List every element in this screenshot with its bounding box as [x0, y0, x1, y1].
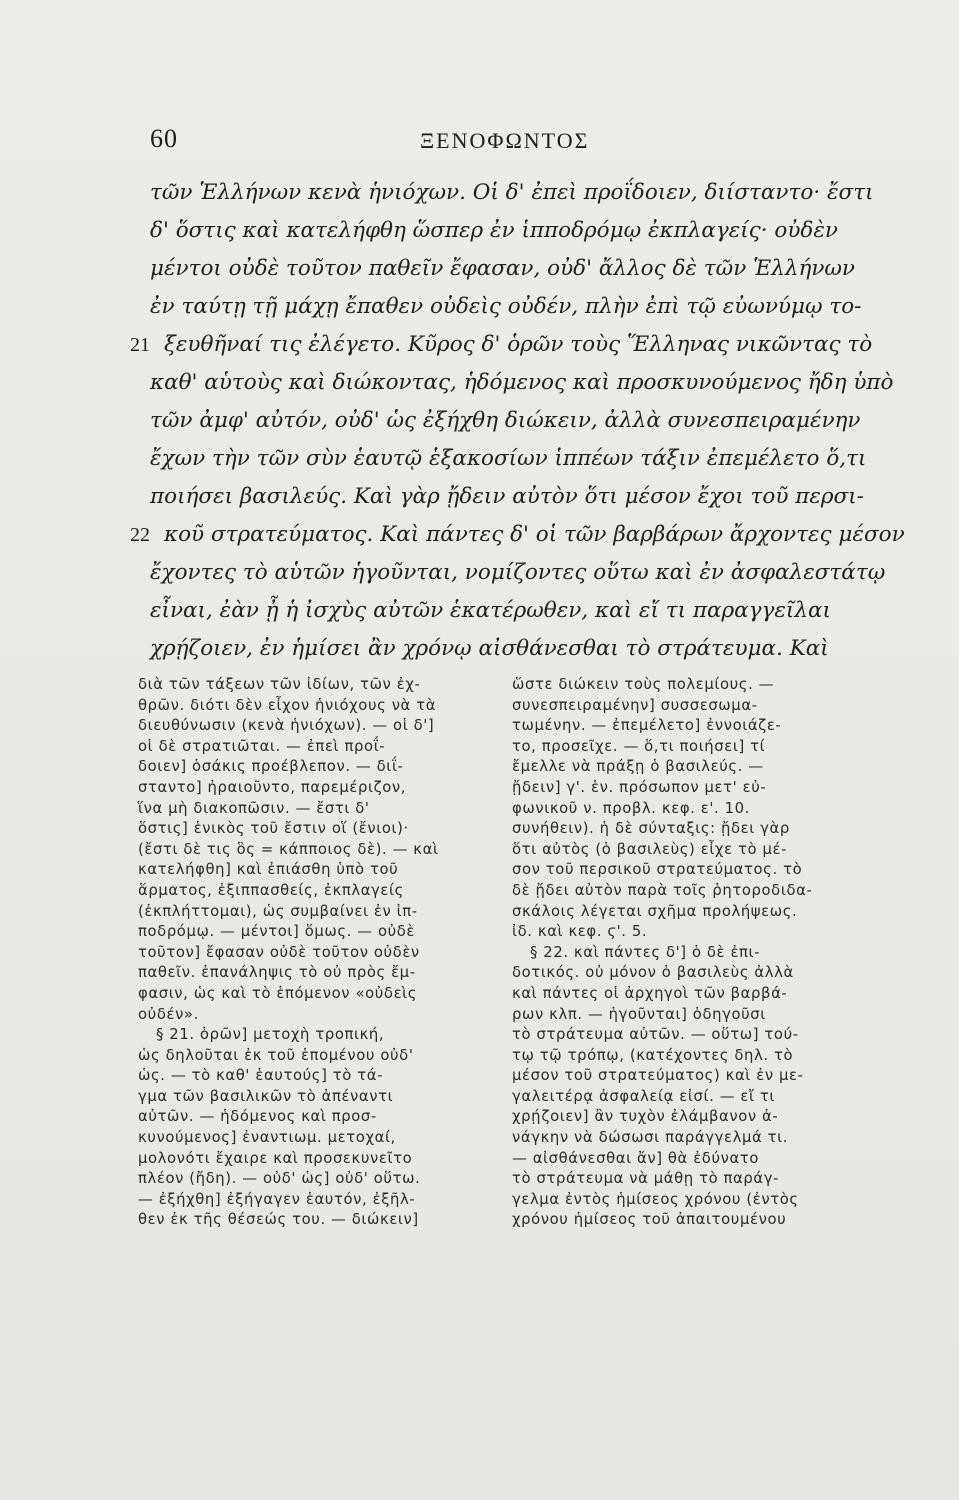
note-line: δοτικός. οὐ μόνον ὁ βασιλεὺς ἀλλὰ	[512, 964, 794, 982]
note-line: ᾔδειν] γ'. ἑν. πρόσωπον μετ' εὐ-	[512, 778, 767, 796]
note-line: ὅτι αὐτὸς (ὁ βασιλεὺς) εἶχε τὸ μέ-	[512, 840, 787, 858]
note-line: αὐτῶν. — ἡδόμενος καὶ προσ-	[138, 1108, 377, 1126]
note-line: οἱ δὲ στρατιῶται. — ἐπεὶ προΐ-	[138, 737, 386, 755]
note-line: § 22. καὶ πάντες δ'] ὁ δὲ ἐπι-	[530, 943, 761, 961]
note-line: (ἔστι δὲ τις ὃς = κάπποιος δὲ). — καὶ	[138, 840, 439, 858]
note-line: συνεσπειραμένην] συσσεσωμα-	[512, 696, 758, 714]
note-line: — ἐξήχθη] ἐξήγαγεν ἑαυτόν, ἐξῆλ-	[138, 1190, 416, 1208]
note-line: δὲ ᾔδει αὐτὸν παρὰ τοῖς ῥητοροδιδα-	[512, 881, 813, 899]
note-line: § 21. ὁρῶν] μετοχὴ τροπική,	[156, 1026, 385, 1044]
note-line: σον τοῦ περσικοῦ στρατεύματος. τὸ	[512, 861, 803, 879]
note-line: τῳ τῷ τρόπῳ, (κατέχοντες δηλ. τὸ	[512, 1046, 794, 1064]
note-line: χρῄζοιεν] ἂν τυχὸν ἐλάμβανον ἀ-	[512, 1108, 779, 1126]
text-line: ἔχων τὴν τῶν σὺν ἑαυτῷ ἑξακοσίων ἱππέων τάξιν ἐπεμέλετο ὅ,τι	[150, 446, 867, 471]
note-line: πλέον (ἤδη). — οὐδ' ὡς] οὐδ' οὕτω.	[138, 1170, 421, 1188]
text-line: ἔχοντες τὸ αὑτῶν ἡγοῦνται, νομίζοντες οὕτω καὶ ἐν ἀσφαλεστάτῳ	[150, 560, 886, 585]
note-line: διὰ τῶν τάξεων τῶν ἰδίων, τῶν ἐχ-	[138, 676, 421, 693]
text-line: ξευθῆναί τις ἐλέγετο. Κῦρος δ' ὁρῶν τοὺς Ἕλληνας νικῶντας τὸ	[164, 332, 873, 357]
text-line: δ' ὅστις καὶ κατελήφθη ὥσπερ ἐν ἱπποδρόμῳ ἐκπλαγείς· οὐδὲν	[150, 218, 838, 243]
note-line: κυνούμενος] ἐναντιωμ. μετοχαί,	[138, 1129, 396, 1147]
note-line: γελμα ἐντὸς ἡμίσεος χρόνου (ἐντὸς	[512, 1190, 799, 1208]
text-line: καθ' αὑτοὺς καὶ διώκοντας, ἡδόμενος καὶ προσκυνούμενος ἤδη ὑπὸ	[150, 370, 894, 395]
section-number: 21	[130, 334, 150, 356]
note-line: — αἰσθάνεσθαι ἄν] θὰ ἐδύνατο	[512, 1149, 760, 1167]
page-header	[0, 122, 959, 162]
text-line: εἶναι, ἐὰν ᾖ ἡ ἰσχὺς αὐτῶν ἑκατέρωθεν, καὶ εἴ τι παραγγεῖλαι	[150, 598, 831, 623]
note-line: χρόνου ἡμίσεος τοῦ ἀπαιτουμένου	[512, 1211, 787, 1229]
notes-right-column	[512, 676, 874, 1232]
note-line: συνήθειν). ἡ δὲ σύνταξις: ᾔδει γὰρ	[512, 820, 790, 838]
note-line: ὡς. — τὸ καθ' ἑαυτούς] τὸ τά-	[138, 1067, 384, 1085]
text-line: τῶν ἀμφ' αὐτόν, οὐδ' ὡς ἐξήχθη διώκειν, ἀλλὰ συνεσπειραμένην	[150, 408, 861, 433]
section-number: 22	[130, 524, 150, 546]
note-line: ποδρόμῳ. — μέντοι] ὅμως. — οὐδὲ	[138, 923, 416, 941]
text-line: ἐν ταύτῃ τῇ μάχῃ ἔπαθεν οὐδεὶς οὐδέν, πλὴν ἐπὶ τῷ εὐωνύμῳ το-	[150, 294, 862, 319]
notes-left-column	[138, 676, 486, 1232]
text-line: ποιήσει βασιλεύς. Καὶ γὰρ ᾔδειν αὐτὸν ὅτι μέσον ἔχοι τοῦ περσι-	[150, 484, 864, 509]
note-line: δοιεν] ὁσάκις προέβλεπον. — διΐ-	[138, 758, 404, 776]
note-line: ὡς δηλοῦται ἐκ τοῦ ἑπομένου οὐδ'	[138, 1046, 414, 1064]
note-line: (ἐκπλήττομαι), ὡς συμβαίνει ἐν ἱπ-	[138, 902, 418, 920]
note-line: ὥστε διώκειν τοὺς πολεμίους. —	[512, 676, 775, 693]
note-line: τὸ στράτευμα αὐτῶν. — οὕτω] τού-	[512, 1026, 799, 1044]
note-line: τωμένην. — ἐπεμέλετο] ἐννοιάζε-	[512, 717, 782, 735]
note-line: μολονότι ἔχαιρε καὶ προσεκυνεῖτο	[138, 1149, 413, 1167]
note-line: παθεῖν. ἐπανάληψις τὸ οὐ πρὸς ἔμ-	[138, 964, 416, 982]
running-title: ΞΕΝΟΦΩΝΤΟΣ	[420, 128, 590, 153]
page-number: 60	[150, 124, 178, 153]
text-line: κοῦ στρατεύματος. Καὶ πάντες δ' οἱ τῶν βαρβάρων ἄρχοντες μέσον	[164, 522, 905, 547]
note-line: ἔμελλε νὰ πράξῃ ὁ βασιλεύς. —	[512, 758, 764, 776]
note-line: σκάλοις λέγεται σχῆμα προλήψεως.	[512, 902, 798, 920]
note-line: σταντο] ἠραιοῦντο, παρεμέριζον,	[138, 778, 407, 796]
note-line: τοῦτον] ἔφασαν οὐδὲ τοῦτον οὐδὲν	[138, 943, 420, 961]
note-line: ἅρματος, ἐξιππασθείς, ἐκπλαγείς	[138, 881, 404, 899]
note-line: γαλειτέρᾳ ἀσφαλείᾳ εἰσί. — εἴ τι	[512, 1087, 776, 1105]
note-line: το, προσεῖχε. — ὅ,τι ποιήσει] τί	[512, 737, 766, 755]
note-line: ρων κλπ. — ἡγοῦνται] ὁδηγοῦσι	[512, 1005, 766, 1023]
note-line: φωνικοῦ ν. προβλ. κεφ. ε'. 10.	[512, 799, 750, 817]
note-line: μέσον τοῦ στρατεύματος) καὶ ἐν με-	[512, 1067, 804, 1085]
note-line: τὸ στράτευμα νὰ μάθῃ τὸ παράγ-	[512, 1170, 780, 1188]
note-line: ὅστις] ἑνικὸς τοῦ ἔστιν οἵ (ἔνιοι)·	[138, 820, 409, 838]
text-line: τῶν Ἑλλήνων κενὰ ἡνιόχων. Οἱ δ' ἐπεὶ προΐδοιεν, διίσταντο· ἔστι	[150, 180, 874, 205]
note-line: θεν ἐκ τῆς θέσεώς του. — διώκειν]	[138, 1211, 419, 1229]
note-line: θρῶν. διότι δὲν εἶχον ἡνιόχους νὰ τὰ	[138, 696, 437, 714]
text-line: χρῄζοιεν, ἐν ἡμίσει ἂν χρόνῳ αἰσθάνεσθαι τὸ στράτευμα. Καὶ	[150, 636, 829, 661]
note-line: γμα τῶν βασιλικῶν τὸ ἀπέναντι	[138, 1087, 394, 1105]
note-line: φασιν, ὡς καὶ τὸ ἑπόμενον «οὐδεὶς	[138, 984, 418, 1002]
note-line: νάγκην νὰ δώσωσι παράγγελμά τι.	[512, 1129, 789, 1147]
note-line: ἵνα μὴ διακοπῶσιν. — ἔστι δ'	[138, 799, 370, 817]
note-line: κατελήφθη] καὶ ἐπιάσθη ὑπὸ τοῦ	[138, 861, 399, 879]
note-line: οὐδέν».	[138, 1005, 199, 1023]
note-line: καὶ πάντες οἱ ἀρχηγοὶ τῶν βαρβά-	[512, 984, 788, 1002]
note-line: διευθύνωσιν (κενὰ ἡνιόχων). — οἱ δ']	[138, 717, 435, 735]
text-line: μέντοι οὐδὲ τοῦτον παθεῖν ἔφασαν, οὐδ' ἄλλος δὲ τῶν Ἑλλήνων	[150, 256, 856, 281]
note-line: ἰδ. καὶ κεφ. ϛ'. 5.	[512, 923, 648, 941]
